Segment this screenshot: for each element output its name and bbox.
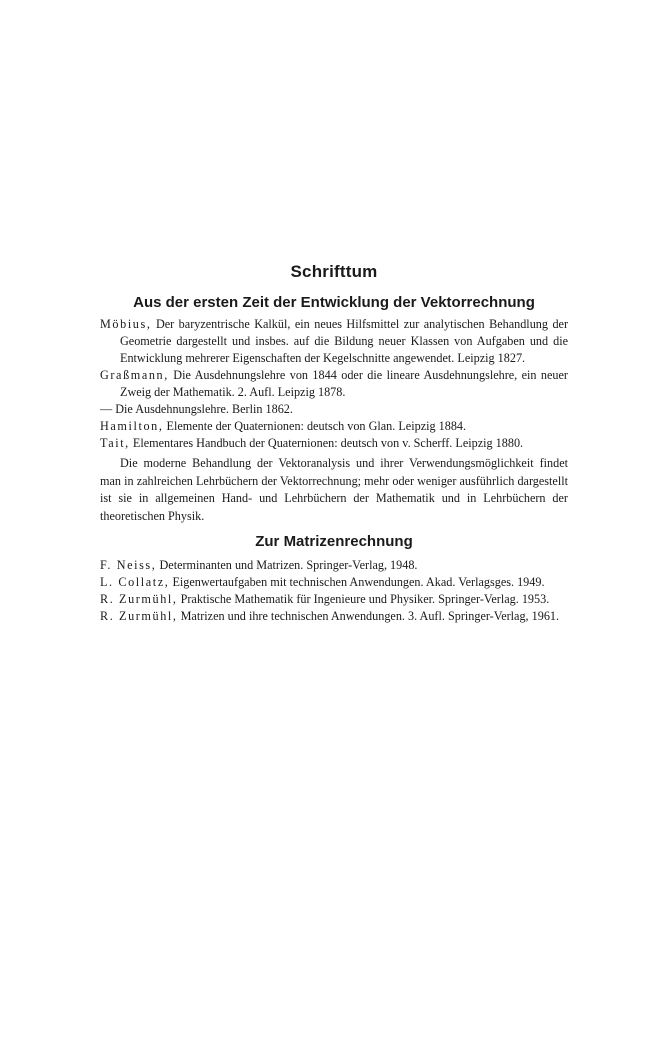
entry-text: Die Ausdehnungslehre. Berlin 1862.: [112, 402, 293, 416]
body-paragraph: Die moderne Behandlung der Vektoranalysis und ihrer Verwendungsmöglichkeit findet man in zahlreichen Lehrbüchern der Vektorrechnung; mehr oder weniger ausführlich dargestellt ist sie in allgemeinen Hand- und Lehrbüchern der Mathematik und in Lehrbüchern der theoretischen Physik.: [100, 456, 568, 523]
entry-author: Tait,: [100, 436, 130, 450]
section-heading-matrizenrechnung: Zur Matrizenrechnung: [255, 533, 413, 550]
bibliography-entry: [100, 367, 568, 401]
entry-author: Hamilton,: [100, 419, 164, 433]
entry-text: Der baryzentrische Kalkül, ein neues Hilfsmittel zur analytischen Behandlung der Geometrie dargestellt und insbes. auf die Bildung neuer Klassen von Aufgaben und die Entwicklung mehrerer Eigenschaften der Kegelschnitte angewendet. Leipzig 1827.: [120, 317, 568, 365]
entry-text: Elemente der Quaternionen: deutsch von Glan. Leipzig 1884.: [163, 419, 467, 433]
entry-text: Praktische Mathematik für Ingenieure und Physiker. Springer-Verlag. 1953.: [177, 592, 550, 606]
entry-text: Die Ausdehnungslehre von 1844 oder die lineare Ausdehnungslehre, ein neuer Zweig der Mathematik. 2. Aufl. Leipzig 1878.: [120, 368, 568, 399]
entry-author: Graßmann,: [100, 368, 169, 382]
bibliography-entry: [100, 574, 568, 591]
bibliography-entry: [100, 316, 568, 367]
bibliography-entry: [100, 557, 568, 574]
entry-author: F. Neiss,: [100, 558, 157, 572]
entry-author: R. Zurmühl,: [100, 592, 178, 606]
page-title: Schrifttum: [290, 262, 378, 281]
bibliography-entry: [100, 608, 568, 625]
bibliography-entry: [100, 418, 568, 435]
entry-author: —: [100, 402, 113, 416]
bibliography-list-matrizenrechnung: [100, 557, 568, 625]
entry-text: Matrizen und ihre technischen Anwendungen. 3. Aufl. Springer-Verlag, 1961.: [177, 609, 560, 623]
page-content: [100, 258, 568, 625]
entry-author: R. Zurmühl,: [100, 609, 178, 623]
entry-text: Elementares Handbuch der Quaternionen: deutsch von v. Scherff. Leipzig 1880.: [129, 436, 524, 450]
bibliography-entry: [100, 591, 568, 608]
bibliography-entry: [100, 435, 568, 452]
entry-author: L. Collatz,: [100, 575, 170, 589]
bibliography-list-vektorrechnung: [100, 316, 568, 452]
entry-text: Eigenwertaufgaben mit technischen Anwendungen. Akad. Verlagsges. 1949.: [169, 575, 545, 589]
entry-author: Möbius,: [100, 317, 152, 331]
section-heading-vektorrechnung: Aus der ersten Zeit der Entwicklung der Vektorrechnung: [133, 294, 535, 311]
bibliography-entry: [100, 401, 568, 418]
entry-text: Determinanten und Matrizen. Springer-Verlag, 1948.: [156, 558, 418, 572]
